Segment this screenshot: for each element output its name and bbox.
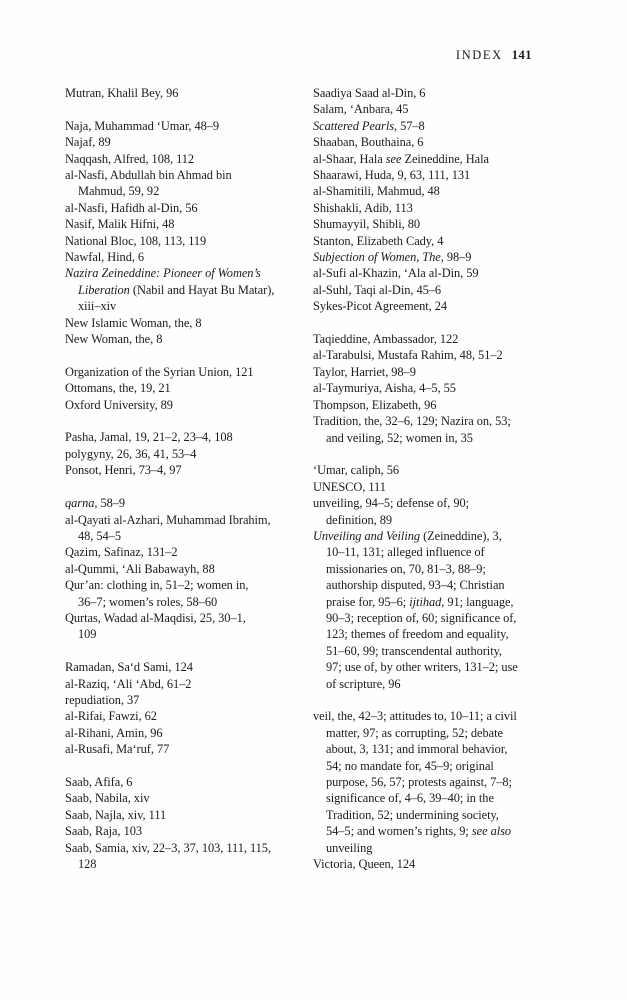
- index-entry-line: Shishakli, Adib, 113: [313, 200, 413, 215]
- index-entry-line: 90–3; reception of, 60; significance of,: [326, 610, 517, 625]
- index-entry-line: UNESCO, 111: [313, 479, 386, 494]
- index-entry-line: significance of, 4–6, 39–40; in the: [326, 791, 494, 806]
- index-entry-line: Oxford University, 89: [65, 397, 173, 412]
- index-entry-line: al-Raziq, ‘Ali ‘Abd, 61–2: [65, 676, 192, 691]
- blank-line: [65, 479, 315, 495]
- index-entry-line: definition, 89: [326, 512, 393, 527]
- index-entry-line: 36–7; women’s roles, 58–60: [78, 594, 218, 609]
- index-entry-line: praise for, 95–6; ijtihad, 91; language,: [326, 594, 514, 609]
- index-entry-line: Najaf, 89: [65, 135, 111, 150]
- index-entry-line: 97; use of, by other writers, 131–2; use: [326, 660, 518, 675]
- index-entry-line: Unveiling and Veiling (Zeineddine), 3,: [313, 528, 502, 543]
- index-entry-line: xiii–xiv: [78, 299, 117, 314]
- index-entry-line: al-Shamitili, Mahmud, 48: [313, 184, 440, 199]
- index-entry-line: Qazim, Safinaz, 131–2: [65, 545, 178, 560]
- index-entry-line: Nawfal, Hind, 6: [65, 250, 145, 265]
- index-entry-line: Taqieddine, Ambassador, 122: [313, 332, 459, 347]
- blank-line: [313, 446, 563, 462]
- index-entry-line: Saab, Afifa, 6: [65, 774, 133, 789]
- index-entry-line: missionaries on, 70, 81–3, 88–9;: [326, 561, 486, 576]
- index-entry-line: Pasha, Jamal, 19, 21–2, 23–4, 108: [65, 430, 233, 445]
- blank-line: [65, 643, 315, 659]
- index-entry-line: authorship disputed, 93–4; Christian: [326, 578, 505, 593]
- blank-line: [313, 315, 563, 331]
- index-entry-line: 54–5; and women’s rights, 9; see also: [326, 824, 512, 839]
- blank-line: [65, 758, 315, 774]
- index-entry-line: al-Rusafi, Ma‘ruf, 77: [65, 742, 170, 757]
- index-entry-line: Shaaban, Bouthaina, 6: [313, 135, 424, 150]
- index-entry-line: purpose, 56, 57; protests against, 7–8;: [326, 775, 512, 790]
- index-entry-line: Mahmud, 59, 92: [78, 184, 160, 199]
- index-entry-line: Qurtas, Wadad al-Maqdisi, 25, 30–1,: [65, 610, 246, 625]
- index-entry-line: New Islamic Woman, the, 8: [65, 315, 202, 330]
- index-entry-line: ‘Umar, caliph, 56: [313, 463, 400, 478]
- index-entry-line: Salam, ‘Anbara, 45: [313, 102, 409, 117]
- index-entry-line: polygyny, 26, 36, 41, 53–4: [65, 446, 197, 461]
- index-entry-line: veil, the, 42–3; attitudes to, 10–11; a civil: [313, 709, 517, 724]
- index-entry-line: al-Nasfi, Abdullah bin Ahmad bin: [65, 168, 232, 183]
- index-entry-line: al-Qummi, ‘Ali Babawayh, 88: [65, 561, 215, 576]
- index-entry-line: al-Suhl, Taqi al-Din, 45–6: [313, 282, 442, 297]
- index-entry-line: Stanton, Elizabeth Cady, 4: [313, 233, 444, 248]
- index-entry-line: 54; no mandate for, 45–9; original: [326, 758, 494, 773]
- index-entry-line: Saadiya Saad al-Din, 6: [313, 86, 426, 100]
- index-entry-line: Naja, Muhammad ‘Umar, 48–9: [65, 118, 220, 133]
- index-entry-line: unveiling: [326, 840, 373, 855]
- index-entry-line: al-Shaar, Hala see Zeineddine, Hala: [313, 151, 489, 166]
- index-entry-line: Scattered Pearls, 57–8: [313, 118, 425, 133]
- running-head: INDEX: [455, 48, 503, 62]
- index-entry-line: al-Nasfi, Hafidh al-Din, 56: [65, 200, 198, 215]
- blank-line: [313, 692, 563, 708]
- index-entry-line: Sykes-Picot Agreement, 24: [313, 299, 447, 314]
- index-entry-line: 109: [78, 627, 97, 642]
- index-entry-line: Tradition, 52; undermining society,: [326, 807, 499, 822]
- index-entry-line: Naqqash, Alfred, 108, 112: [65, 151, 195, 166]
- index-entry-line: Thompson, Elizabeth, 96: [313, 397, 437, 412]
- index-entry-line: 123; themes of freedom and equality,: [326, 627, 509, 642]
- index-entry-line: Saab, Samia, xiv, 22–3, 37, 103, 111, 115,: [65, 840, 271, 855]
- index-entry-line: Nazira Zeineddine: Pioneer of Women’s: [65, 266, 261, 281]
- index-entry-line: about, 3, 131; and immoral behavior,: [326, 742, 508, 757]
- index-entry-line: al-Sufi al-Khazin, ‘Ala al-Din, 59: [313, 266, 479, 281]
- index-entry-line: Liberation (Nabil and Hayat Bu Matar),: [78, 282, 275, 297]
- index-entry-line: Mutran, Khalil Bey, 96: [65, 86, 179, 100]
- index-entry-line: Taylor, Harriet, 98–9: [313, 364, 416, 379]
- index-entry-line: al-Qayati al-Azhari, Muhammad Ibrahim,: [65, 512, 271, 527]
- index-entry-line: Ponsot, Henri, 73–4, 97: [65, 463, 182, 478]
- blank-line: [65, 101, 315, 117]
- index-entry-line: al-Taymuriya, Aisha, 4–5, 55: [313, 381, 456, 396]
- index-column-right: [313, 85, 563, 872]
- blank-line: [65, 347, 315, 363]
- index-entry-line: repudiation, 37: [65, 692, 140, 707]
- index-entry-line: Qur’an: clothing in, 51–2; women in,: [65, 578, 249, 593]
- index-entry-line: unveiling, 94–5; defense of, 90;: [313, 496, 470, 511]
- index-entry-line: Shaarawi, Huda, 9, 63, 111, 131: [313, 168, 471, 183]
- index-entry-line: Saab, Nabila, xiv: [65, 791, 150, 806]
- index-entry-line: al-Rifai, Fawzi, 62: [65, 709, 157, 724]
- index-entry-line: 10–11, 131; alleged influence of: [326, 545, 485, 560]
- index-entry-line: al-Tarabulsi, Mustafa Rahim, 48, 51–2: [313, 348, 503, 363]
- index-entry-line: qarna, 58–9: [65, 496, 126, 511]
- index-entry-line: 48, 54–5: [78, 528, 121, 543]
- index-entry-line: Victoria, Queen, 124: [313, 857, 416, 872]
- index-entry-line: National Bloc, 108, 113, 119: [65, 233, 207, 248]
- index-entry-line: 128: [78, 857, 97, 871]
- index-entry-line: 51–60, 99; transcendental authority,: [326, 643, 502, 658]
- index-entry-line: Tradition, the, 32–6, 129; Nazira on, 53;: [313, 414, 511, 429]
- index-entry-line: and veiling, 52; women in, 35: [326, 430, 473, 445]
- index-entry-line: Ramadan, Sa‘d Sami, 124: [65, 660, 193, 675]
- index-entry-line: Shumayyil, Shibli, 80: [313, 217, 421, 232]
- index-entry-line: Ottomans, the, 19, 21: [65, 381, 171, 396]
- index-entry-line: New Woman, the, 8: [65, 332, 163, 347]
- index-entry-line: Organization of the Syrian Union, 121: [65, 364, 254, 379]
- index-entry-line: Saab, Raja, 103: [65, 824, 143, 839]
- index-entry-line: of scripture, 96: [326, 676, 401, 691]
- index-column-left: [65, 85, 315, 872]
- page-number: 141: [511, 48, 532, 62]
- index-entry-line: Subjection of Women, The, 98–9: [313, 250, 472, 265]
- index-entry-line: al-Rihani, Amin, 96: [65, 725, 163, 740]
- page-header: [65, 48, 532, 62]
- index-entry-line: matter, 97; as corrupting, 52; debate: [326, 725, 503, 740]
- index-entry-line: Nasif, Malik Hifni, 48: [65, 217, 175, 232]
- blank-line: [65, 413, 315, 429]
- index-entry-line: Saab, Najla, xiv, 111: [65, 807, 167, 822]
